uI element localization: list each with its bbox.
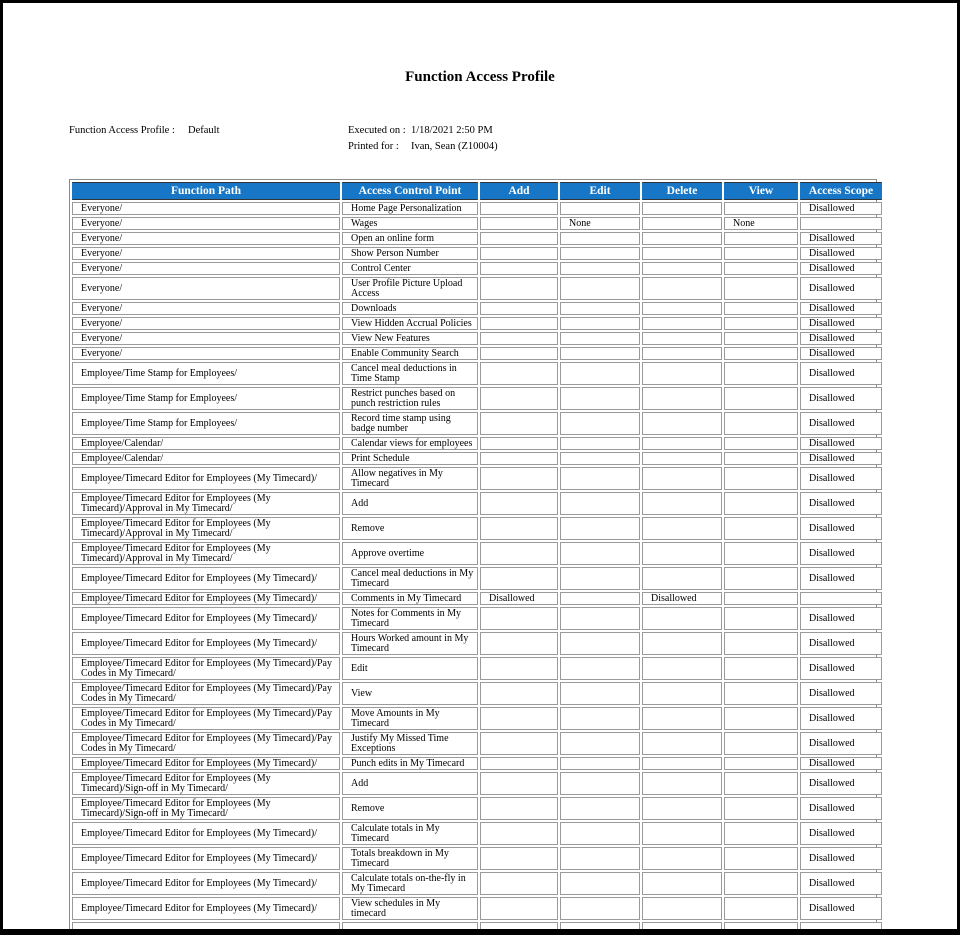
table-row <box>72 317 882 330</box>
cell-edit <box>560 492 640 515</box>
cell-view <box>724 452 798 465</box>
cell-delete <box>642 847 722 870</box>
cell-function-path: Employee/Time Stamp for Employees/ <box>72 362 340 385</box>
cell-delete <box>642 362 722 385</box>
table-row <box>72 362 882 385</box>
cell-edit: None <box>560 217 640 230</box>
cell-add <box>480 567 558 590</box>
cell-view <box>724 772 798 795</box>
cell-function-path: Employee/Timecard Editor for Employees (My Timecard)/Sign-off in My Timecard/ <box>72 772 340 795</box>
cell-access-control-point: Cancel meal deductions in Time Stamp <box>342 362 478 385</box>
table-row <box>72 347 882 360</box>
cell-view: None <box>724 217 798 230</box>
cell-view <box>724 592 798 605</box>
cell-function-path: Employee/Timecard Editor for Employees (My Timecard)/ <box>72 592 340 605</box>
cell-delete <box>642 922 722 933</box>
cell-access-scope: Disallowed <box>800 632 882 655</box>
cell-edit <box>560 347 640 360</box>
table-row <box>72 657 882 680</box>
table-row-partial <box>72 922 882 933</box>
cell-view <box>724 437 798 450</box>
cell-function-path: Employee/Timecard Editor for Employees (My Timecard)/Approval in My Timecard/ <box>72 492 340 515</box>
cell-access-control-point: Restrict punches based on punch restriction rules <box>342 387 478 410</box>
cell-access-scope: Disallowed <box>800 657 882 680</box>
cell-edit <box>560 592 640 605</box>
cell-delete <box>642 437 722 450</box>
cell-delete <box>642 247 722 260</box>
cell-access-scope: Disallowed <box>800 332 882 345</box>
cell-function-path: Employee/Timecard Editor for Employees (My Timecard)/Pay Codes in My Timecard/ <box>72 682 340 705</box>
cell-view <box>724 362 798 385</box>
cell-access-control-point: View <box>342 682 478 705</box>
cell-access-control-point: Edit <box>342 657 478 680</box>
cell-view <box>724 332 798 345</box>
cell-access-scope: Disallowed <box>800 707 882 730</box>
table-row <box>72 232 882 245</box>
cell-view <box>724 277 798 300</box>
cell-function-path: Employee/Timecard Editor for Employees (My Timecard)/Pay Codes in My Timecard/ <box>72 732 340 755</box>
cell-add <box>480 347 558 360</box>
cell-edit <box>560 897 640 920</box>
cell-function-path: Employee/Timecard Editor for Employees (My Timecard)/Sign-off in My Timecard/ <box>72 797 340 820</box>
cell-access-scope: Disallowed <box>800 682 882 705</box>
cell-edit <box>560 247 640 260</box>
cell-delete <box>642 707 722 730</box>
cell-edit <box>560 607 640 630</box>
cell-access-control-point: Show Person Number <box>342 247 478 260</box>
table-row <box>72 437 882 450</box>
cell-add <box>480 657 558 680</box>
cell-add <box>480 822 558 845</box>
cell-edit <box>560 317 640 330</box>
cell-function-path: Everyone/ <box>72 247 340 260</box>
cell-access-scope: Disallowed <box>800 797 882 820</box>
cell-delete <box>642 277 722 300</box>
cell-add <box>480 247 558 260</box>
table-row <box>72 822 882 845</box>
cell-delete <box>642 607 722 630</box>
cell-view <box>724 387 798 410</box>
cell-access-scope: Disallowed <box>800 757 882 770</box>
cell-access-scope: Disallowed <box>800 847 882 870</box>
cell-view <box>724 822 798 845</box>
cell-access-control-point: Add <box>342 492 478 515</box>
cell-add <box>480 317 558 330</box>
table-row <box>72 492 882 515</box>
cell-edit <box>560 632 640 655</box>
cell-delete <box>642 492 722 515</box>
cell-access-scope: Disallowed <box>800 362 882 385</box>
cell-access-scope <box>800 592 882 605</box>
cell-function-path: Everyone/ <box>72 302 340 315</box>
col-header-delete: Delete <box>642 182 722 200</box>
col-header-add: Add <box>480 182 558 200</box>
table-row <box>72 567 882 590</box>
cell-add <box>480 452 558 465</box>
cell-edit <box>560 797 640 820</box>
cell-add <box>480 732 558 755</box>
cell-view <box>724 632 798 655</box>
cell-edit <box>560 262 640 275</box>
cell-edit <box>560 822 640 845</box>
cell-access-scope: Disallowed <box>800 317 882 330</box>
cell-access-control-point: Comments in My Timecard <box>342 592 478 605</box>
cell-access-control-point: Add <box>342 772 478 795</box>
col-header-access-scope: Access Scope <box>800 182 882 200</box>
cell-view <box>724 247 798 260</box>
cell-add <box>480 232 558 245</box>
cell-add <box>480 682 558 705</box>
cell-view <box>724 847 798 870</box>
cell-function-path: Everyone/ <box>72 347 340 360</box>
cell-access-control-point: Print Schedule <box>342 452 478 465</box>
cell-view <box>724 707 798 730</box>
cell-delete <box>642 347 722 360</box>
table-row <box>72 277 882 300</box>
cell-access-control-point: View schedules in My timecard <box>342 897 478 920</box>
cell-view <box>724 797 798 820</box>
cell-delete <box>642 682 722 705</box>
executed-on-value: 1/18/2021 2:50 PM <box>411 125 493 136</box>
cell-access-control-point: Wages <box>342 217 478 230</box>
cell-delete <box>642 732 722 755</box>
cell-access-scope: Disallowed <box>800 822 882 845</box>
cell-edit <box>560 452 640 465</box>
cell-access-scope: Disallowed <box>800 772 882 795</box>
cell-add <box>480 797 558 820</box>
cell-access-control-point: Control Center <box>342 262 478 275</box>
cell-access-control-point: Notes for Comments in My Timecard <box>342 607 478 630</box>
cell-access-scope <box>800 217 882 230</box>
cell-access-scope: Disallowed <box>800 202 882 215</box>
table-row <box>72 847 882 870</box>
table-row <box>72 262 882 275</box>
cell-view <box>724 657 798 680</box>
cell-access-scope: Disallowed <box>800 387 882 410</box>
table-row <box>72 247 882 260</box>
cell-access-scope: Disallowed <box>800 607 882 630</box>
cell-access-control-point: Open an online form <box>342 232 478 245</box>
cell-access-control-point: Punch edits in My Timecard <box>342 757 478 770</box>
cell-function-path: Everyone/ <box>72 277 340 300</box>
cell-delete <box>642 542 722 565</box>
cell-add <box>480 362 558 385</box>
cell-access-control-point: User Profile Picture Upload Access <box>342 277 478 300</box>
cell-delete <box>642 772 722 795</box>
cell-access-control-point: Enable Community Search <box>342 347 478 360</box>
cell-edit <box>560 302 640 315</box>
cell-access-control-point: Downloads <box>342 302 478 315</box>
table-row <box>72 707 882 730</box>
cell-function-path: Employee/Timecard Editor for Employees (My Timecard)/ <box>72 632 340 655</box>
cell-edit <box>560 772 640 795</box>
function-access-table <box>69 179 877 935</box>
cell-edit <box>560 872 640 895</box>
col-header-access-control-point: Access Control Point <box>342 182 478 200</box>
cell-function-path: Everyone/ <box>72 202 340 215</box>
cell-access-control-point: View New Features <box>342 332 478 345</box>
cell-edit <box>560 757 640 770</box>
cell-delete <box>642 897 722 920</box>
cell-edit <box>560 732 640 755</box>
cell-access-scope: Disallowed <box>800 492 882 515</box>
cell-function-path: Employee/Time Stamp for Employees/ <box>72 412 340 435</box>
cell-access-control-point: Allow negatives in My Timecard <box>342 467 478 490</box>
cell-add: Disallowed <box>480 592 558 605</box>
cell-view <box>724 492 798 515</box>
table-row <box>72 772 882 795</box>
cell-edit <box>560 232 640 245</box>
cell-delete <box>642 302 722 315</box>
cell-delete <box>642 387 722 410</box>
cell-add <box>480 387 558 410</box>
table-row <box>72 797 882 820</box>
cell-add <box>480 542 558 565</box>
cell-function-path: Employee/Timecard Editor for Employees (My Timecard)/Approval in My Timecard/ <box>72 517 340 540</box>
table-row <box>72 897 882 920</box>
cell-add <box>480 922 558 933</box>
cell-access-scope: Disallowed <box>800 232 882 245</box>
cell-add <box>480 872 558 895</box>
cell-view <box>724 262 798 275</box>
cell-edit <box>560 707 640 730</box>
cell-access-scope: Disallowed <box>800 347 882 360</box>
cell-edit <box>560 277 640 300</box>
cell-add <box>480 772 558 795</box>
cell-view <box>724 542 798 565</box>
cell-delete <box>642 332 722 345</box>
executed-on-label: Executed on : <box>348 125 406 136</box>
table-row <box>72 302 882 315</box>
table-row <box>72 732 882 755</box>
cell-add <box>480 632 558 655</box>
cell-delete <box>642 757 722 770</box>
cell-view <box>724 317 798 330</box>
cell-access-control-point: Totals breakdown in My Timecard <box>342 847 478 870</box>
cell-delete <box>642 232 722 245</box>
cell-access-scope: Disallowed <box>800 567 882 590</box>
cell-function-path: Everyone/ <box>72 317 340 330</box>
cell-access-control-point: Home Page Personalization <box>342 202 478 215</box>
cell-add <box>480 332 558 345</box>
cell-add <box>480 492 558 515</box>
cell-view <box>724 567 798 590</box>
table-row <box>72 412 882 435</box>
cell-access-scope: Disallowed <box>800 437 882 450</box>
cell-view <box>724 732 798 755</box>
cell-delete <box>642 797 722 820</box>
cell-edit <box>560 682 640 705</box>
cell-edit <box>560 847 640 870</box>
table-row <box>72 592 882 605</box>
cell-add <box>480 707 558 730</box>
table-row <box>72 217 882 230</box>
cell-view <box>724 872 798 895</box>
table-row <box>72 872 882 895</box>
cell-delete <box>642 202 722 215</box>
cell-function-path: Employee/Time Stamp for Employees/ <box>72 387 340 410</box>
cell-add <box>480 217 558 230</box>
cell-view <box>724 897 798 920</box>
profile-value: Default <box>188 125 220 136</box>
cell-function-path: Employee/Calendar/ <box>72 437 340 450</box>
cell-delete <box>642 452 722 465</box>
cell-delete <box>642 412 722 435</box>
cell-add <box>480 757 558 770</box>
cell-view <box>724 467 798 490</box>
cell-access-control-point: Calendar views for employees <box>342 437 478 450</box>
cell-access-control-point: Remove <box>342 797 478 820</box>
cell-access-control-point: Calculate totals on-the-fly in My Timecard <box>342 872 478 895</box>
cell-delete <box>642 632 722 655</box>
cell-access-control-point: Remove <box>342 517 478 540</box>
cell-function-path: Everyone/ <box>72 232 340 245</box>
cell-function-path: Employee/Timecard Editor for Employees (My Timecard)/ <box>72 897 340 920</box>
table-row <box>72 467 882 490</box>
cell-access-scope: Disallowed <box>800 872 882 895</box>
cell-edit <box>560 467 640 490</box>
cell-delete <box>642 262 722 275</box>
cell-view <box>724 347 798 360</box>
cell-function-path: Everyone/ <box>72 332 340 345</box>
cell-edit <box>560 362 640 385</box>
cell-add <box>480 607 558 630</box>
cell-access-scope: Disallowed <box>800 542 882 565</box>
table-row <box>72 632 882 655</box>
cell-access-control-point: Record time stamp using badge number <box>342 412 478 435</box>
cell-edit <box>560 332 640 345</box>
table-row <box>72 202 882 215</box>
cell-view <box>724 232 798 245</box>
cell-delete <box>642 467 722 490</box>
cell-add <box>480 467 558 490</box>
table-row <box>72 387 882 410</box>
col-header-view: View <box>724 182 798 200</box>
cell-delete <box>642 217 722 230</box>
cell-access-scope: Disallowed <box>800 467 882 490</box>
cell-function-path <box>72 922 340 933</box>
printed-for-value: Ivan, Sean (Z10004) <box>411 141 498 152</box>
cell-access-scope: Disallowed <box>800 262 882 275</box>
cell-delete <box>642 567 722 590</box>
cell-function-path: Employee/Timecard Editor for Employees (My Timecard)/ <box>72 567 340 590</box>
cell-edit <box>560 922 640 933</box>
cell-function-path: Employee/Timecard Editor for Employees (My Timecard)/ <box>72 822 340 845</box>
cell-access-control-point: Move Amounts in My Timecard <box>342 707 478 730</box>
cell-edit <box>560 567 640 590</box>
cell-function-path: Employee/Timecard Editor for Employees (My Timecard)/Approval in My Timecard/ <box>72 542 340 565</box>
cell-access-control-point: Calculate totals in My Timecard <box>342 822 478 845</box>
table-row <box>72 452 882 465</box>
cell-function-path: Employee/Timecard Editor for Employees (My Timecard)/Pay Codes in My Timecard/ <box>72 657 340 680</box>
cell-function-path: Everyone/ <box>72 262 340 275</box>
printed-for-label: Printed for : <box>348 141 399 152</box>
cell-view <box>724 922 798 933</box>
cell-access-scope <box>800 922 882 933</box>
cell-access-control-point: Approve overtime <box>342 542 478 565</box>
cell-access-control-point: View Hidden Accrual Policies <box>342 317 478 330</box>
cell-access-scope: Disallowed <box>800 732 882 755</box>
cell-view <box>724 202 798 215</box>
cell-function-path: Employee/Timecard Editor for Employees (My Timecard)/ <box>72 872 340 895</box>
page-title: Function Access Profile <box>405 69 555 85</box>
cell-access-control-point: Justify My Missed Time Exceptions <box>342 732 478 755</box>
cell-access-control-point <box>342 922 478 933</box>
cell-delete <box>642 317 722 330</box>
table-row <box>72 607 882 630</box>
cell-access-scope: Disallowed <box>800 277 882 300</box>
cell-delete <box>642 517 722 540</box>
cell-edit <box>560 202 640 215</box>
col-header-edit: Edit <box>560 182 640 200</box>
table-header-row <box>72 182 882 200</box>
cell-function-path: Everyone/ <box>72 217 340 230</box>
profile-label: Function Access Profile : <box>69 125 175 136</box>
cell-add <box>480 437 558 450</box>
cell-edit <box>560 657 640 680</box>
table-row <box>72 757 882 770</box>
cell-add <box>480 897 558 920</box>
cell-add <box>480 412 558 435</box>
cell-edit <box>560 387 640 410</box>
cell-function-path: Employee/Timecard Editor for Employees (My Timecard)/ <box>72 757 340 770</box>
cell-access-scope: Disallowed <box>800 452 882 465</box>
cell-delete <box>642 822 722 845</box>
cell-view <box>724 412 798 435</box>
cell-view <box>724 517 798 540</box>
table-row <box>72 542 882 565</box>
cell-function-path: Employee/Timecard Editor for Employees (My Timecard)/ <box>72 467 340 490</box>
cell-delete: Disallowed <box>642 592 722 605</box>
cell-view <box>724 302 798 315</box>
cell-function-path: Employee/Timecard Editor for Employees (My Timecard)/Pay Codes in My Timecard/ <box>72 707 340 730</box>
col-header-function-path: Function Path <box>72 182 340 200</box>
cell-delete <box>642 657 722 680</box>
table-row <box>72 332 882 345</box>
table-row <box>72 682 882 705</box>
cell-delete <box>642 872 722 895</box>
cell-access-scope: Disallowed <box>800 412 882 435</box>
cell-edit <box>560 412 640 435</box>
cell-view <box>724 757 798 770</box>
cell-edit <box>560 542 640 565</box>
cell-view <box>724 607 798 630</box>
cell-edit <box>560 437 640 450</box>
cell-access-scope: Disallowed <box>800 517 882 540</box>
cell-access-control-point: Cancel meal deductions in My Timecard <box>342 567 478 590</box>
cell-view <box>724 682 798 705</box>
cell-add <box>480 517 558 540</box>
cell-add <box>480 202 558 215</box>
cell-function-path: Employee/Timecard Editor for Employees (My Timecard)/ <box>72 847 340 870</box>
cell-function-path: Employee/Timecard Editor for Employees (My Timecard)/ <box>72 607 340 630</box>
cell-add <box>480 302 558 315</box>
cell-function-path: Employee/Calendar/ <box>72 452 340 465</box>
cell-add <box>480 277 558 300</box>
table-row <box>72 517 882 540</box>
cell-add <box>480 262 558 275</box>
cell-access-scope: Disallowed <box>800 302 882 315</box>
cell-add <box>480 847 558 870</box>
cell-access-control-point: Hours Worked amount in My Timecard <box>342 632 478 655</box>
cell-access-scope: Disallowed <box>800 247 882 260</box>
cell-access-scope: Disallowed <box>800 897 882 920</box>
cell-edit <box>560 517 640 540</box>
